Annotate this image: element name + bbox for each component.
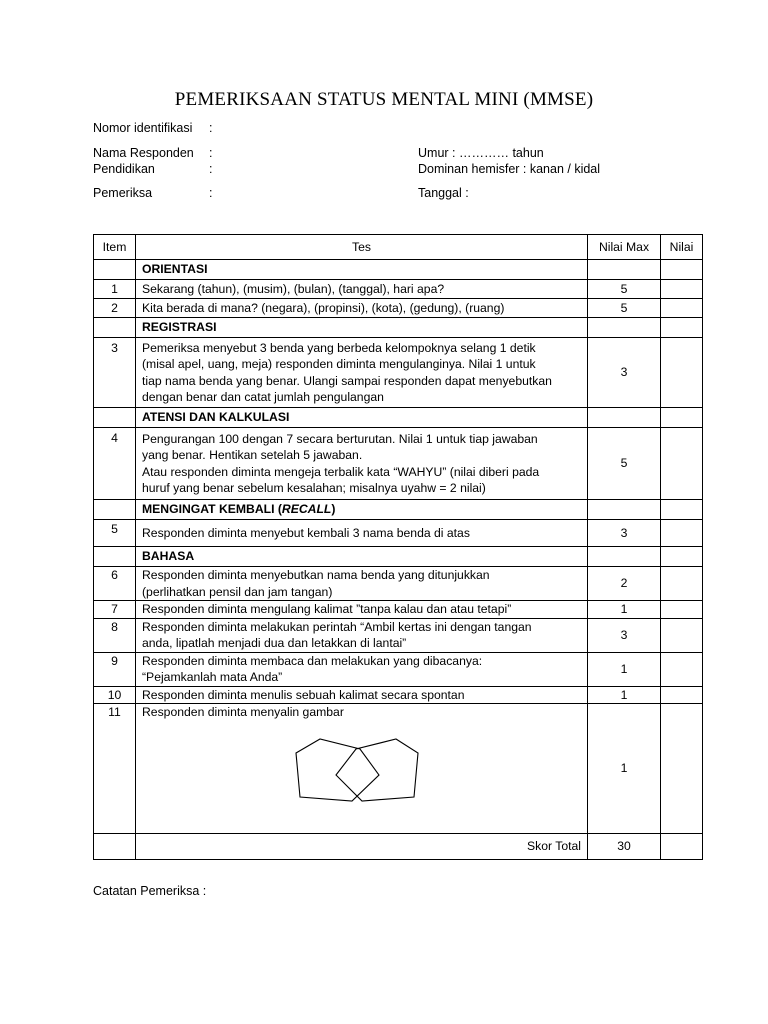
empty-cell: [661, 408, 703, 428]
max-score: 1: [588, 686, 661, 704]
section-row: [94, 500, 703, 520]
empty-cell: [588, 260, 661, 280]
table-row: [94, 338, 703, 408]
empty-cell: [94, 260, 136, 280]
pemeriksa-colon: :: [209, 186, 213, 200]
total-score-cell[interactable]: [661, 834, 703, 860]
section-bahasa: BAHASA: [136, 547, 588, 567]
test-text: [136, 428, 588, 500]
section-row: [94, 547, 703, 567]
section-row: [94, 408, 703, 428]
table-row: [94, 652, 703, 686]
test-line: dengan benar dan catat jumlah pengulangan: [142, 390, 384, 404]
item-number: 5: [94, 520, 136, 547]
test-line: Responden diminta mengulang kalimat ”tanpa kalau dan atau tetapi”: [142, 602, 512, 616]
table-row: [94, 299, 703, 318]
test-line: tiap nama benda yang benar. Ulangi sampai responden dapat menyebutkan: [142, 373, 552, 388]
empty-cell: [588, 500, 661, 520]
total-row: [94, 834, 703, 860]
test-line: Responden diminta melakukan perintah “Ambil kertas ini dengan tangan: [142, 619, 532, 634]
empty-cell: [661, 547, 703, 567]
section-registrasi: REGISTRASI: [136, 318, 588, 338]
score-cell[interactable]: [661, 299, 703, 318]
catatan-pemeriksa-label: Catatan Pemeriksa :: [93, 884, 207, 898]
tanggal-field: Tanggal :: [418, 186, 469, 200]
recall-label-pre: MENGINGAT KEMBALI (: [142, 502, 282, 517]
table-row: [94, 618, 703, 652]
max-score: 2: [588, 567, 661, 601]
pendidikan-label: Pendidikan: [93, 162, 155, 176]
test-line: yang benar. Hentikan setelah 5 jawaban.: [142, 448, 363, 462]
col-item-header: Item: [94, 235, 136, 260]
nomor-identifikasi-label: Nomor identifikasi: [93, 121, 193, 135]
score-cell[interactable]: [661, 618, 703, 652]
empty-cell: [94, 500, 136, 520]
item-number: 4: [94, 428, 136, 500]
section-row: [94, 318, 703, 338]
section-atensi: ATENSI DAN KALKULASI: [136, 408, 588, 428]
score-cell[interactable]: [661, 428, 703, 500]
empty-cell: [94, 318, 136, 338]
item-number: 7: [94, 601, 136, 619]
page-title: PEMERIKSAAN STATUS MENTAL MINI (MMSE): [174, 89, 594, 110]
test-line: Pemeriksa menyebut 3 benda yang berbeda kelompoknya selang 1 detik: [142, 340, 536, 355]
table-row: [94, 601, 703, 619]
empty-cell: [588, 547, 661, 567]
table-row: [94, 567, 703, 601]
empty-cell: [661, 318, 703, 338]
table-header-row: [94, 235, 703, 260]
score-cell[interactable]: [661, 280, 703, 299]
intersecting-pentagons-figure: [292, 735, 422, 805]
col-nilai-header: Nilai: [661, 235, 703, 260]
nama-responden-label: Nama Responden: [93, 146, 194, 160]
left-pentagon: [296, 739, 379, 801]
total-label: Skor Total: [136, 834, 588, 860]
max-score: 5: [588, 428, 661, 500]
recall-label-post: ): [331, 502, 336, 517]
empty-cell: [661, 500, 703, 520]
table-row: [94, 280, 703, 299]
test-line: Responden diminta menyalin gambar: [142, 705, 344, 719]
test-line: Kita berada di mana? (negara), (propinsi), (kota), (gedung), (ruang): [142, 300, 505, 315]
empty-cell: [661, 260, 703, 280]
empty-cell: [588, 318, 661, 338]
test-line: huruf yang benar sebelum kesalahan; misalnya uyahw = 2 nilai): [142, 481, 486, 495]
umur-field: Umur : ………… tahun: [418, 146, 544, 160]
right-pentagon: [336, 739, 418, 801]
score-cell[interactable]: [661, 601, 703, 619]
empty-cell: [94, 834, 136, 860]
test-line: anda, lipatlah menjadi dua dan letakkan di lantai”: [142, 636, 407, 650]
item-number: 8: [94, 618, 136, 652]
test-text: [136, 280, 588, 299]
max-score: 5: [588, 299, 661, 318]
test-text: [136, 704, 588, 834]
test-text: [136, 338, 588, 408]
test-line: Atau responden diminta mengeja terbalik kata “WAHYU” (nilai diberi pada: [142, 464, 540, 479]
item-number: 2: [94, 299, 136, 318]
test-text: [136, 567, 588, 601]
test-line: “Pejamkanlah mata Anda”: [142, 670, 283, 684]
test-line: (misal apel, uang, meja) responden diminta mengulanginya. Nilai 1 untuk: [142, 357, 536, 371]
score-cell[interactable]: [661, 686, 703, 704]
test-line: Responden diminta menulis sebuah kalimat secara spontan: [142, 687, 465, 702]
score-cell[interactable]: [661, 338, 703, 408]
item-number: 10: [94, 686, 136, 704]
pendidikan-colon: :: [209, 162, 213, 176]
nomor-identifikasi-colon: :: [209, 121, 213, 135]
mmse-table: [93, 234, 703, 860]
total-max-score: 30: [588, 834, 661, 860]
test-text: [136, 686, 588, 704]
score-cell[interactable]: [661, 704, 703, 834]
item-number: 9: [94, 652, 136, 686]
max-score: 3: [588, 338, 661, 408]
test-line: Sekarang (tahun), (musim), (bulan), (tanggal), hari apa?: [142, 281, 445, 296]
empty-cell: [94, 408, 136, 428]
item-number: 1: [94, 280, 136, 299]
max-score: 1: [588, 601, 661, 619]
test-text: [136, 618, 588, 652]
max-score: 1: [588, 652, 661, 686]
section-row: [94, 260, 703, 280]
score-cell[interactable]: [661, 567, 703, 601]
table-row: [94, 704, 703, 834]
test-line: Responden diminta menyebutkan nama benda yang ditunjukkan: [142, 568, 490, 582]
section-orientasi: ORIENTASI: [136, 260, 588, 280]
test-line: Responden diminta membaca dan melakukan yang dibacanya:: [142, 653, 483, 668]
max-score: 5: [588, 280, 661, 299]
test-text: [136, 299, 588, 318]
test-line: (perlihatkan pensil dan jam tangan): [142, 584, 333, 599]
col-tes-header: Tes: [136, 235, 588, 260]
col-nilai-max-header: Nilai Max: [588, 235, 661, 260]
table-row: [94, 428, 703, 500]
empty-cell: [588, 408, 661, 428]
max-score: 3: [588, 520, 661, 547]
score-cell[interactable]: [661, 520, 703, 547]
test-line: Pengurangan 100 dengan 7 secara berturutan. Nilai 1 untuk tiap jawaban: [142, 431, 538, 446]
empty-cell: [94, 547, 136, 567]
item-number: 3: [94, 338, 136, 408]
table-row: [94, 686, 703, 704]
pemeriksa-label: Pemeriksa: [93, 186, 153, 200]
max-score: 1: [588, 704, 661, 834]
nama-responden-colon: :: [209, 146, 213, 160]
dominan-hemisfer-field: Dominan hemisfer : kanan / kidal: [418, 162, 601, 176]
test-text: [136, 601, 588, 619]
test-text: [136, 520, 588, 547]
test-line: Responden diminta menyebut kembali 3 nama benda di atas: [142, 525, 470, 540]
item-number: 6: [94, 567, 136, 601]
table-row: [94, 520, 703, 547]
score-cell[interactable]: [661, 652, 703, 686]
section-recall: [136, 500, 588, 520]
item-number: 11: [94, 704, 136, 834]
recall-label-em: RECALL: [281, 502, 332, 517]
test-text: [136, 652, 588, 686]
max-score: 3: [588, 618, 661, 652]
